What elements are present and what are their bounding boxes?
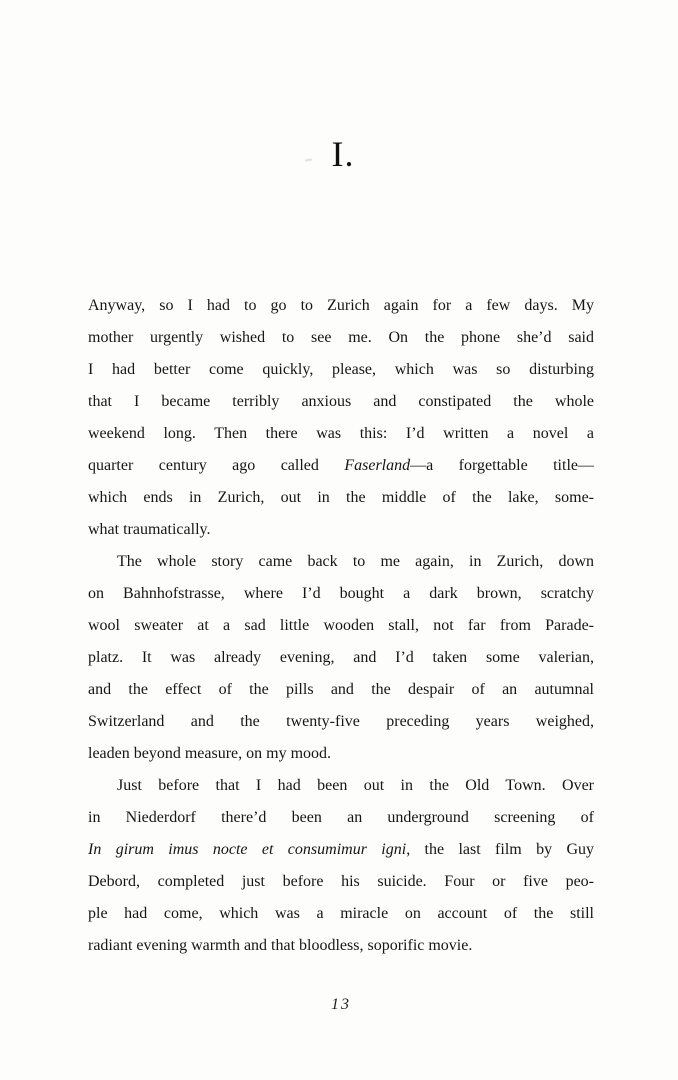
text-line: on Bahnhofstrasse, where I’d bought a dark brown, scratchy (88, 585, 594, 602)
text-line: which ends in Zurich, out in the middle of the lake, some- (88, 489, 594, 506)
text-line: ple had come, which was a miracle on account of the still (88, 905, 594, 922)
text-line: The whole story came back to me again, in Zurich, down (117, 553, 594, 570)
text-line: and the effect of the pills and the despair of an autumnal (88, 681, 594, 698)
paragraph-2 (88, 546, 594, 770)
text-line (88, 450, 594, 482)
page-number: 13 (331, 996, 351, 1013)
text-segment: quarter century ago called (88, 457, 345, 474)
text-line: Switzerland and the twenty-five preceding years weighed, (88, 713, 594, 730)
text-line: in Niederdorf there’d been an underground screening of (88, 809, 594, 826)
text-line: Just before that I had been out in the Old Town. Over (117, 777, 594, 794)
chapter-heading: I. (331, 134, 355, 174)
text-segment: , the last film by Guy (406, 841, 595, 858)
text-line: mother urgently wished to see me. On the phone she’d said (88, 329, 594, 346)
text-line: what traumatically. (88, 521, 211, 538)
text-line: leaden beyond measure, on my mood. (88, 745, 332, 762)
text-line: Debord, completed just before his suicide. Four or five peo- (88, 873, 594, 890)
text-line: I had better come quickly, please, which was so disturbing (88, 361, 594, 378)
text-line: that I became terribly anxious and constipated the whole (88, 393, 594, 410)
text-segment: —a forgettable title— (410, 457, 594, 474)
book-title-italic: Faserland (344, 457, 411, 474)
film-title-italic: In girum imus nocte et consumimur igni (88, 841, 407, 858)
text-line: wool sweater at a sad little wooden stall, not far from Parade- (88, 617, 594, 634)
paragraph-1 (88, 290, 594, 546)
text-line: weekend long. Then there was this: I’d written a novel a (88, 425, 594, 442)
text-line (88, 834, 594, 866)
paragraph-3 (88, 770, 594, 962)
text-line: Anyway, so I had to go to Zurich again for a few days. My (88, 297, 594, 314)
text-line: platz. It was already evening, and I’d taken some valerian, (88, 649, 594, 666)
text-line: radiant evening warmth and that bloodless, soporific movie. (88, 937, 473, 954)
text-block (88, 290, 594, 962)
